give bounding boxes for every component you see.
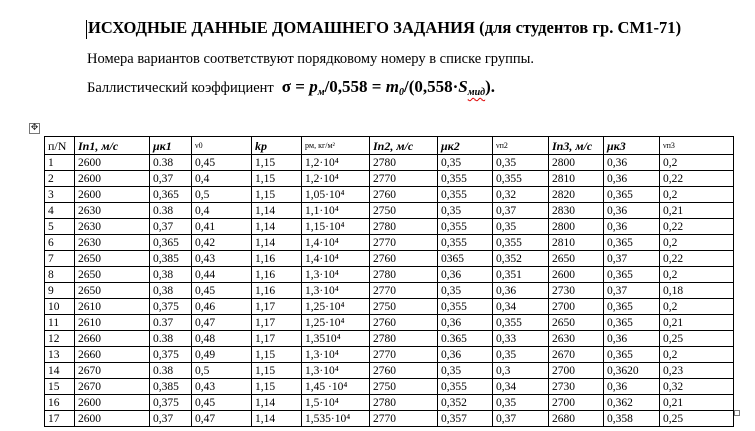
table-cell: 2760 <box>370 187 438 203</box>
col-header-kr: kр <box>252 137 302 155</box>
table-cell: 9 <box>45 283 75 299</box>
table-cell: 1,16 <box>252 251 302 267</box>
table-cell: 0,21 <box>660 315 734 331</box>
table-cell: 0,37 <box>604 283 660 299</box>
document-title: ИСХОДНЫЕ ДАННЫЕ ДОМАШНЕГО ЗАДАНИЯ (для студентов гр. СМ1-71) <box>88 18 682 37</box>
table-cell: 0,2 <box>660 235 734 251</box>
table-cell: 1,17 <box>252 315 302 331</box>
table-cell: 16 <box>45 395 75 411</box>
table-cell: 2610 <box>75 299 150 315</box>
table-cell: 0,4 <box>192 171 252 187</box>
table-cell: 0,3 <box>493 363 549 379</box>
table-cell: 11 <box>45 315 75 331</box>
table-cell: 12 <box>45 331 75 347</box>
table-cell: 0,45 <box>192 283 252 299</box>
table-cell: 17 <box>45 411 75 427</box>
table-cell: 0,365 <box>604 347 660 363</box>
table-row <box>45 379 734 395</box>
table-cell: 2610 <box>75 315 150 331</box>
table-cell: 1,2·10⁴ <box>302 171 370 187</box>
col-header-np3: νп3 <box>660 137 734 155</box>
table-cell: 0,36 <box>604 171 660 187</box>
table-cell: 1,3·10⁴ <box>302 283 370 299</box>
table-cell: 2760 <box>370 315 438 331</box>
table-row <box>45 395 734 411</box>
table-cell: 10 <box>45 299 75 315</box>
table-cell: 0,33 <box>493 331 549 347</box>
table-cell: 1,15 <box>252 171 302 187</box>
table-cell: 0,36 <box>604 331 660 347</box>
table-cell: 2630 <box>75 235 150 251</box>
table-cell: 1,5·10⁴ <box>302 395 370 411</box>
table-cell: 2700 <box>549 299 604 315</box>
table-cell: 1,14 <box>252 411 302 427</box>
table-cell: 2770 <box>370 235 438 251</box>
table-cell: 2 <box>45 171 75 187</box>
table-row <box>45 283 734 299</box>
table-cell: 0,355 <box>438 219 493 235</box>
table-row <box>45 331 734 347</box>
table-cell: 0365 <box>438 251 493 267</box>
table-cell: 0,21 <box>660 395 734 411</box>
col-header-ip2: Iп2, м/с <box>370 137 438 155</box>
table-cell: 0,45 <box>192 395 252 411</box>
table-cell: 0,355 <box>438 235 493 251</box>
table-cell: 2650 <box>549 315 604 331</box>
table-cell: 0,36 <box>493 283 549 299</box>
table-cell: 1,15 <box>252 363 302 379</box>
table-cell: 0.365 <box>438 331 493 347</box>
table-cell: 2760 <box>370 363 438 379</box>
table-cell: 0,43 <box>192 251 252 267</box>
table-cell: 0,35 <box>438 155 493 171</box>
table-cell: 1,14 <box>252 395 302 411</box>
table-cell: 2670 <box>75 363 150 379</box>
table-cell: 0,36 <box>438 315 493 331</box>
table-cell: 0.38 <box>150 203 192 219</box>
table-cell: 1 <box>45 155 75 171</box>
col-header-n: п/N <box>45 137 75 155</box>
table-cell: 1,15 <box>252 379 302 395</box>
table-cell: 0,365 <box>604 267 660 283</box>
table-cell: 0,25 <box>660 411 734 427</box>
table-cell: 1,4·10⁴ <box>302 251 370 267</box>
table-cell: 2810 <box>549 171 604 187</box>
table-cell: 0,32 <box>493 187 549 203</box>
table-cell: 2820 <box>549 187 604 203</box>
table-cell: 2800 <box>549 155 604 171</box>
table-cell: 0,355 <box>493 315 549 331</box>
table-cell: 0,3620 <box>604 363 660 379</box>
col-header-nu0: ν0 <box>192 137 252 155</box>
table-cell: 0,22 <box>660 219 734 235</box>
table-cell: 0,365 <box>604 187 660 203</box>
table-cell: 8 <box>45 267 75 283</box>
table-cell: 0,36 <box>604 155 660 171</box>
table-cell: 1,17 <box>252 331 302 347</box>
table-cell: 2680 <box>549 411 604 427</box>
table-cell: 13 <box>45 347 75 363</box>
table-cell: 2750 <box>370 379 438 395</box>
ballistic-formula: $\sigma = p_м/0,558 = m_0/(0,558\cdot S_{мид})$. <box>281 77 496 98</box>
table-cell: 1,14 <box>252 235 302 251</box>
table-cell: 0,362 <box>604 395 660 411</box>
table-cell: 2630 <box>75 219 150 235</box>
table-cell: 0,375 <box>150 395 192 411</box>
coefficient-line <box>87 77 495 98</box>
table-row <box>45 203 734 219</box>
table-cell: 0,365 <box>604 315 660 331</box>
table-cell: 0.38 <box>150 331 192 347</box>
table-cell: 0,47 <box>192 315 252 331</box>
table-cell: 0,46 <box>192 299 252 315</box>
table-cell: 2700 <box>549 395 604 411</box>
table-cell: 0,355 <box>493 171 549 187</box>
table-cell: 1,16 <box>252 267 302 283</box>
table-cell: 2600 <box>75 155 150 171</box>
table-cell: 0,35 <box>493 155 549 171</box>
table-cell: 2650 <box>75 283 150 299</box>
table-header <box>45 137 734 155</box>
table-cell: 2780 <box>370 155 438 171</box>
variants-table <box>44 136 734 427</box>
table-cell: 2780 <box>370 395 438 411</box>
table-cell: 0,385 <box>150 251 192 267</box>
table-cell: 2730 <box>549 283 604 299</box>
table-row <box>45 411 734 427</box>
table-cell: 0,351 <box>493 267 549 283</box>
table-cell: 2770 <box>370 347 438 363</box>
table-cell: 2780 <box>370 331 438 347</box>
table-cell: 2600 <box>75 411 150 427</box>
table-row <box>45 235 734 251</box>
table-cell: 0,2 <box>660 299 734 315</box>
table-cell: 0,36 <box>438 347 493 363</box>
table-cell: 1,3510⁴ <box>302 331 370 347</box>
table-cell: 2660 <box>75 331 150 347</box>
table-cell: 2810 <box>549 235 604 251</box>
table-cell: 2670 <box>549 347 604 363</box>
table-cell: 0,37 <box>150 219 192 235</box>
table-resize-handle[interactable] <box>734 410 740 416</box>
table-cell: 1,14 <box>252 203 302 219</box>
table-cell: 2600 <box>75 395 150 411</box>
table-cell: 0.37 <box>150 315 192 331</box>
col-header-ip1: Iп1, м/с <box>75 137 150 155</box>
text-cursor <box>86 20 87 39</box>
table-cell: 1,3·10⁴ <box>302 267 370 283</box>
table-cell: 1,1·10⁴ <box>302 203 370 219</box>
coefficient-label: Баллистический коэффициент <box>87 80 274 96</box>
table-cell: 0,36 <box>604 203 660 219</box>
table-cell: 7 <box>45 251 75 267</box>
table-cell: 2770 <box>370 171 438 187</box>
table-cell: 0,35 <box>438 363 493 379</box>
table-cell: 0,355 <box>438 379 493 395</box>
table-cell: 2600 <box>549 267 604 283</box>
col-header-mk1: μк1 <box>150 137 192 155</box>
table-cell: 0,42 <box>192 235 252 251</box>
table-body <box>45 155 734 427</box>
table-cell: 0,35 <box>438 283 493 299</box>
table-cell: 1,05·10⁴ <box>302 187 370 203</box>
table-cell: 0,38 <box>150 283 192 299</box>
table-cell: 0.38 <box>150 155 192 171</box>
table-cell: 2750 <box>370 299 438 315</box>
table-cell: 2760 <box>370 251 438 267</box>
table-cell: 0,35 <box>438 203 493 219</box>
col-header-mk2: μк2 <box>438 137 493 155</box>
table-row <box>45 219 734 235</box>
table-cell: 1,535·10⁴ <box>302 411 370 427</box>
col-header-np2: νп2 <box>493 137 549 155</box>
table-cell: 0,375 <box>150 347 192 363</box>
table-row <box>45 347 734 363</box>
table-cell: 0,23 <box>660 363 734 379</box>
table-cell: 0,49 <box>192 347 252 363</box>
table-cell: 2750 <box>370 203 438 219</box>
table-cell: 2780 <box>370 219 438 235</box>
table-cell: 0,2 <box>660 187 734 203</box>
table-cell: 0,355 <box>438 187 493 203</box>
table-row <box>45 155 734 171</box>
table-cell: 0,2 <box>660 347 734 363</box>
table-cell: 2670 <box>75 379 150 395</box>
table-cell: 2700 <box>549 363 604 379</box>
col-header-ip3: Iп3, м/с <box>549 137 604 155</box>
table-cell: 1,3·10⁴ <box>302 363 370 379</box>
table-cell: 1,15 <box>252 155 302 171</box>
table-cell: 0,21 <box>660 203 734 219</box>
table-cell: 0,36 <box>604 379 660 395</box>
table-cell: 2780 <box>370 267 438 283</box>
table-cell: 0,47 <box>192 411 252 427</box>
table-cell: 1,3·10⁴ <box>302 347 370 363</box>
table-cell: 0,5 <box>192 187 252 203</box>
table-cell: 0,35 <box>493 347 549 363</box>
table-row <box>45 363 734 379</box>
table-cell: 0,25 <box>660 331 734 347</box>
table-cell: 0,358 <box>604 411 660 427</box>
table-cell: 2730 <box>549 379 604 395</box>
table-cell: 0,37 <box>493 411 549 427</box>
table-cell: 0,4 <box>192 203 252 219</box>
table-cell: 0,352 <box>493 251 549 267</box>
table-cell: 2650 <box>549 251 604 267</box>
table-cell: 1,4·10⁴ <box>302 235 370 251</box>
table-row <box>45 267 734 283</box>
table-move-handle-icon[interactable]: ✥ <box>30 123 39 133</box>
table-cell: 2650 <box>75 267 150 283</box>
table-cell: 2830 <box>549 203 604 219</box>
table-cell: 0,35 <box>493 219 549 235</box>
table-row <box>45 315 734 331</box>
table-cell: 15 <box>45 379 75 395</box>
table-cell: 0,35 <box>493 395 549 411</box>
table-cell: 3 <box>45 187 75 203</box>
table-row <box>45 251 734 267</box>
table-cell: 2650 <box>75 251 150 267</box>
table-cell: 0,22 <box>660 251 734 267</box>
table-cell: 2630 <box>75 203 150 219</box>
table-cell: 0,357 <box>438 411 493 427</box>
table-cell: 1,25·10⁴ <box>302 299 370 315</box>
table-cell: 0.38 <box>150 363 192 379</box>
table-cell: 1,17 <box>252 299 302 315</box>
table-cell: 0,36 <box>604 219 660 235</box>
table-row <box>45 171 734 187</box>
table-cell: 2660 <box>75 347 150 363</box>
table-cell: 0,355 <box>438 299 493 315</box>
table-cell: 0,365 <box>150 235 192 251</box>
table-cell: 1,2·10⁴ <box>302 155 370 171</box>
table-cell: 0,385 <box>150 379 192 395</box>
table-cell: 0,37 <box>604 251 660 267</box>
table-cell: 0,18 <box>660 283 734 299</box>
table-row <box>45 187 734 203</box>
table-cell: 2630 <box>549 331 604 347</box>
table-cell: 0,37 <box>493 203 549 219</box>
table-cell: 0,34 <box>493 379 549 395</box>
table-cell: 6 <box>45 235 75 251</box>
table-cell: 0,22 <box>660 171 734 187</box>
table-cell: 0,5 <box>192 363 252 379</box>
table-cell: 2600 <box>75 171 150 187</box>
table-cell: 0,2 <box>660 267 734 283</box>
table-cell: 0,352 <box>438 395 493 411</box>
table-cell: 1,15 <box>252 347 302 363</box>
table-cell: 0,34 <box>493 299 549 315</box>
table-cell: 1,16 <box>252 283 302 299</box>
table-cell: 0,365 <box>150 187 192 203</box>
table-cell: 0,36 <box>438 267 493 283</box>
table-cell: 2600 <box>75 187 150 203</box>
table-cell: 0,38 <box>150 267 192 283</box>
table-cell: 0,41 <box>192 219 252 235</box>
table-row <box>45 299 734 315</box>
table-cell: 0,365 <box>604 299 660 315</box>
table-cell: 0,37 <box>150 171 192 187</box>
table-cell: 2770 <box>370 411 438 427</box>
table-cell: 0,45 <box>192 155 252 171</box>
table-cell: 1,15·10⁴ <box>302 219 370 235</box>
table-cell: 0,37 <box>150 411 192 427</box>
table-cell: 0,355 <box>438 171 493 187</box>
table-cell: 14 <box>45 363 75 379</box>
table-cell: 1,14 <box>252 219 302 235</box>
table-cell: 0,48 <box>192 331 252 347</box>
table-cell: 0,375 <box>150 299 192 315</box>
table-cell: 2770 <box>370 283 438 299</box>
table-cell: 0,365 <box>604 235 660 251</box>
table-cell: 0,32 <box>660 379 734 395</box>
table-cell: 1,45 ·10⁴ <box>302 379 370 395</box>
table-cell: 2800 <box>549 219 604 235</box>
table-cell: 0,43 <box>192 379 252 395</box>
col-header-mk3: μк3 <box>604 137 660 155</box>
table-cell: 5 <box>45 219 75 235</box>
table-cell: 0,355 <box>493 235 549 251</box>
table-cell: 0,2 <box>660 155 734 171</box>
col-header-pm: pм, кг/м² <box>302 137 370 155</box>
table-cell: 4 <box>45 203 75 219</box>
table-cell: 1,15 <box>252 187 302 203</box>
variant-note: Номера вариантов соответствуют порядковому номеру в списке группы. <box>87 51 534 67</box>
table-cell: 0,44 <box>192 267 252 283</box>
table-cell: 1,25·10⁴ <box>302 315 370 331</box>
